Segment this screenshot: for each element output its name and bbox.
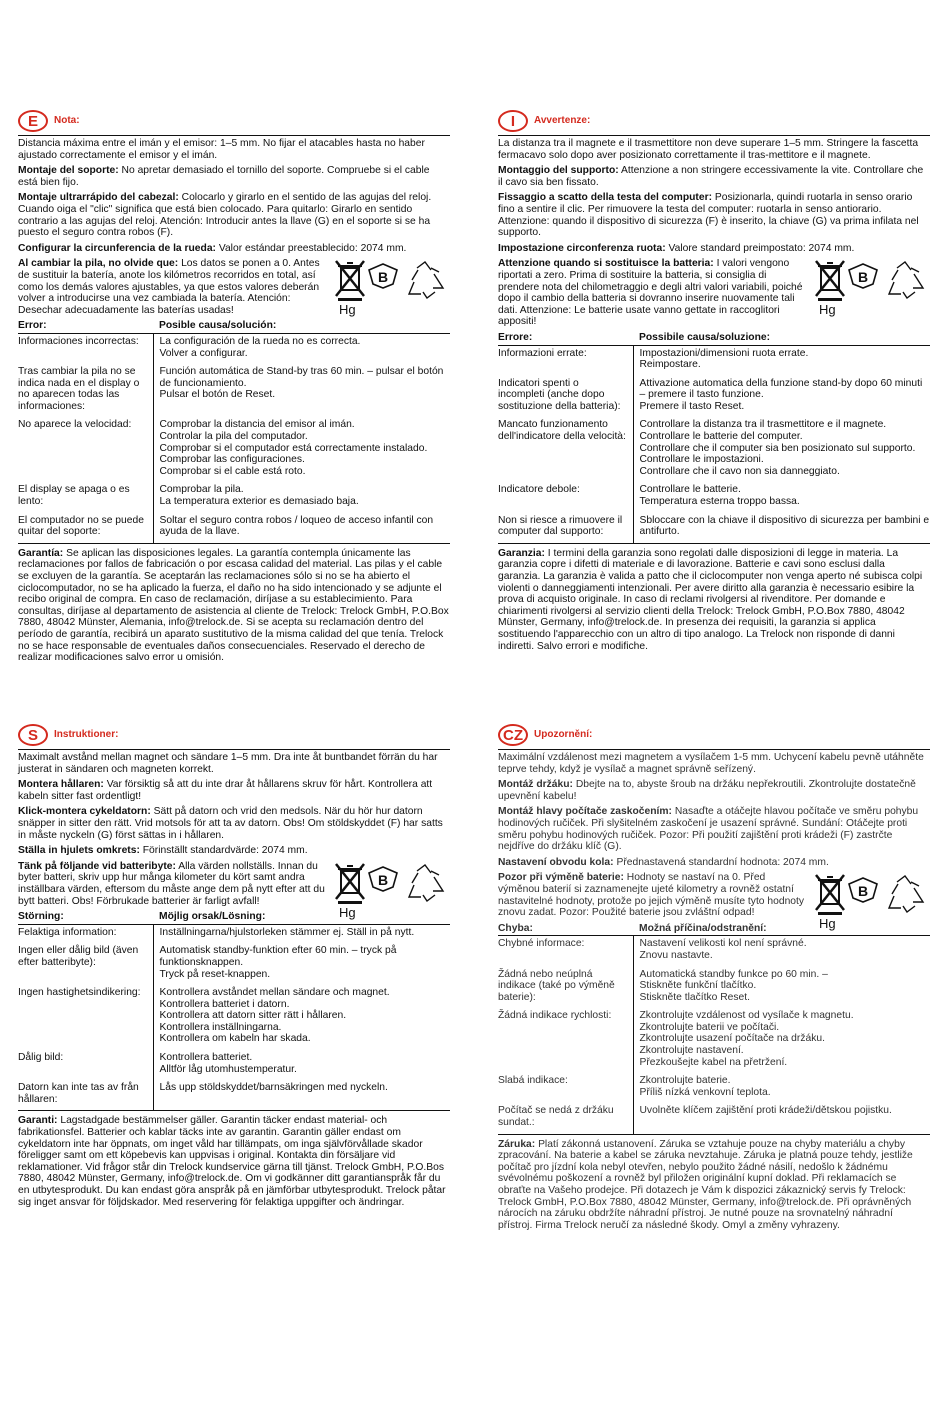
intro-text: Maximální vzdálenost mezi magnetem a vysílačem 1-5 mm. Uchycení kabelu pevně utáhněte teprve tehdy, když je vysílač a magnet správně seřízený. — [498, 752, 924, 775]
solution-cell: Zkontrolujte baterie. Příliš nízká venkovní teplota. — [639, 1075, 771, 1098]
wheel-paragraph: Configurar la circunferencia de la rueda: Valor estándar preestablecido: 2074 mm. — [18, 242, 407, 254]
table-row — [498, 1008, 930, 1073]
warranty-paragraph: Garanti: Lagstadgade bestämmelser gäller. Garantin täcker endast material- och fabrikationsfel. Batterier och kablar täcks inte av garantin. Garantin gäller endast om cykeldatorn inte har öppnats, om inget våld har tillämpats, om inga självförvållade skador föreligger samt om ett köpebevis kan uppvisas i original. Kontakta din försäljare vid reklamationer. Vid frågor står din Trelock kundservice gärna till tjänst. Trelock GmbH, P.O.Bos 7880, 48042 Münster, Germany, info@trelock.de. Om vi godkänner ditt garantianspråk får du en utbytesprodukt. Du kan endast göra anspråk på en jämförbar utbytesprodukt. Trelock påtar sig inget ansvar för följdskador. Med reservering för felaktiga uppgifter och ändringar. — [18, 1115, 446, 1208]
crossed-bin-icon — [816, 261, 844, 301]
warranty-paragraph: Garantía: Se aplican las disposiciones legales. La garantía contempla únicamente las reclamaciones por fallos de fabricación o por escasa calidad del material. Las pilas y el cable se excluyen de la garantía. Se aceptarán las reclamaciones sólo si no se ha abierto el ciclocomputador, no se ha aplicado la fuerza, el daño no ha sido intencionado y se adjunte el recibo original de compra. En caso de reclamación, diríjase a su establecimiento. Para consultas, diríjase al departamento de asistencia al cliente de Trelock: Trelock GmbH, P.O.Box 7880, 48042 Münster, Alemania, info@trelock.de. Si se acepta su reclamación dentro del período de garantía, recibirá un aparato sustitutivo de la misma calidad del que tenía. Trelock no se hace responsable de eventuales daños consecuenciales. Reservado el derecho de realizar modificaciones salvo error u omisión. — [18, 547, 449, 664]
troubleshooting-table — [18, 320, 450, 543]
crossed-bin-icon — [336, 261, 364, 301]
svg-text:B: B — [378, 269, 389, 286]
column-cz — [498, 722, 930, 1231]
solution-cell: Uvolněte klíčem zajištění proti krádeži/dětskou pojistku. — [639, 1105, 892, 1117]
solution-cell: Impostazioni/dimensioni ruota errate. Reimpostare. — [639, 347, 809, 371]
battery-block — [18, 258, 450, 316]
b-mark-icon — [849, 264, 877, 288]
svg-text:B: B — [858, 269, 869, 286]
solution-cell: Sbloccare con la chiave il dispositivo di sicurezza per bambini e antifurto. — [639, 514, 930, 538]
svg-text:B: B — [858, 883, 869, 900]
error-cell: Dålig bild: — [18, 1050, 153, 1080]
wheel-paragraph: Ställa in hjulets omkrets: Förinställt standardvärde: 2074 mm. — [18, 845, 308, 857]
battery-block — [498, 258, 930, 328]
table-divider — [498, 1134, 930, 1135]
table-header-solution: Posible causa/solución: — [153, 320, 450, 333]
table-header-error: Chyba: — [498, 923, 633, 936]
error-cell: Tras cambiar la pila no se indica nada en el display o no aparecen todas las informaciones: — [18, 364, 153, 417]
table-row — [18, 417, 450, 482]
error-cell: El display se apaga o es lento: — [18, 482, 153, 512]
battery-paragraph: Pozor při výměně baterie: Hodnoty se nastaví na 0. Před výměnou baterií si zaznamenejte ujeté kilometry a rovněž ostatní nastavitelné hodnoty, protože po jejich výměně musíte tyto hodnoty znovu zadat. Pozor: Použité baterie jsou zvláštní odpad! — [498, 872, 805, 919]
solution-cell: Nastavení velikosti kol není správné. Znovu nastavte. — [639, 938, 807, 961]
language-badge: CZ — [498, 724, 528, 746]
troubleshooting-table — [498, 332, 930, 543]
hg-label: Hg — [339, 904, 356, 920]
quick-mount-paragraph: Montaje ultrarrápido del cabezal: Colocarlo y girarlo en el sentido de las agujas del reloj. Cuando oiga el "clic" significa que está bien colocado. Para quitarlo: Girarlo en sentido contrario a las agujas del reloj. Atención: Introducir antes la llave (G) en el soporte si se ha puesto el seguro contra robos (F). — [18, 192, 432, 239]
disposal-icons — [815, 258, 930, 318]
language-badge: I — [498, 110, 528, 132]
error-cell: Informazioni errate: — [498, 345, 633, 376]
table-row — [498, 1103, 930, 1133]
solution-cell: Controllare la distanza tra il trasmettitore e il magnete. Controllare le batterie del computer. Controllare che il computer sia ben posizionato sul supporto. Controllare le impostazioni. Controllare che il cavo non sia danneggiato. — [639, 419, 916, 477]
solution-cell: Comprobar la pila. La temperatura exterior es demasiado baja. — [159, 484, 359, 508]
error-cell: Slabá indikace: — [498, 1073, 633, 1103]
error-cell: Ingen eller dålig bild (även efter batteribyte): — [18, 943, 153, 985]
error-cell: Datorn kan inte tas av från hållaren: — [18, 1080, 153, 1110]
mount-paragraph: Montáž držáku: Dbejte na to, abyste šroub na držáku nepřekroutili. Zkontrolujte dostatečně upevnění kabelu! — [498, 779, 916, 802]
mount-paragraph: Montera hållaren: Var försiktig så att du inte drar åt hållarens skruv för hårt. Kontrollera att kabeln sitter fast ordentligt! — [18, 779, 433, 802]
solution-cell: Kontrollera batteriet. Alltför låg utomhustemperatur. — [159, 1052, 297, 1075]
table-row — [498, 417, 930, 482]
intro-text: La distanza tra il magnete e il trasmettitore non deve superare 1–5 mm. Stringere la fascetta fermacavo solo dopo aver posizionato correttamente il tras-mettitore e il magnete. — [498, 138, 919, 161]
recycle-icon — [409, 865, 443, 901]
column-it — [498, 108, 930, 652]
svg-text:B: B — [378, 871, 389, 888]
table-row — [18, 985, 450, 1050]
table-header-solution: Možná příčina/odstranění: — [633, 923, 930, 936]
b-mark-icon — [849, 878, 877, 902]
error-cell: Informaciones incorrectas: — [18, 333, 153, 364]
table-header-error: Störning: — [18, 911, 153, 924]
table-header-solution: Possibile causa/soluzione: — [633, 332, 930, 345]
table-row — [498, 967, 930, 1009]
section-title: Nota: — [54, 115, 80, 127]
recycle-icon — [889, 876, 923, 912]
intro-text: Distancia máxima entre el imán y el emisor: 1–5 mm. No fijar el atacables hasta no haber ajustado correctamente el emisor y el imán. — [18, 138, 425, 161]
section-title: Avvertenze: — [534, 115, 591, 127]
solution-cell: Kontrollera avståndet mellan sändare och magnet. Kontrollera batteriet i datorn. Kontrollera att datorn sitter rätt i hållaren. Kontrollera inställningarna. Kontrollera om kabeln har skada. — [159, 987, 390, 1045]
battery-paragraph: Attenzione quando si sostituisce la batteria: I valori vengono riportati a zero. Prima di sostituire la batteria, si consiglia di prendere nota del chilometraggio e degli altri valori variabili, poiché dopo il cambio della batteria si dovranno inserire nuovamente tali dati. Attenzione: Le batterie usate vanno gettate in raccoglitori appositi! — [498, 258, 803, 328]
section-header — [498, 722, 930, 748]
table-row — [18, 943, 450, 985]
header-divider — [498, 135, 930, 136]
b-mark-icon — [369, 867, 397, 891]
table-header-error: Error: — [18, 320, 153, 333]
battery-paragraph: Tänk på följande vid batteribyte: Alla värden nollställs. Innan du byter batteri, skriv upp hur många kilometer du kört samt andra inställbara värden, eftersom du måste ange dem på nytt efter att du bytt batteri. Obs! Förbrukade batterier är farligt avfall! — [18, 860, 325, 907]
solution-cell: Función automática de Stand-by tras 60 min. – pulsar el botón de funcionamiento. Pulsar el botón de Reset. — [159, 366, 444, 401]
solution-cell: Soltar el seguro contra robos / loqueo de acceso infantil con ayuda de la llave. — [159, 514, 434, 538]
table-row — [498, 513, 930, 543]
recycle-icon — [409, 262, 443, 298]
solution-cell: Automatická standby funkce po 60 min. – Stiskněte funkční tlačítko. Stiskněte tlačítko Reset. — [639, 968, 828, 1003]
table-header-solution: Möjlig orsak/Lösning: — [153, 911, 450, 924]
disposal-icons — [335, 861, 450, 921]
table-row — [498, 345, 930, 376]
mount-paragraph: Montaggio del supporto: Attenzione a non stringere eccessivamente la vite. Controllare che il cavo sia ben fissato. — [498, 165, 924, 188]
table-row — [498, 376, 930, 418]
error-cell: Indicatore debole: — [498, 482, 633, 512]
error-cell: Non si riesce a rimuovere il computer dal supporto: — [498, 513, 633, 543]
recycle-icon — [889, 262, 923, 298]
error-cell: Počítač se nedá z držáku sundat.: — [498, 1103, 633, 1133]
error-cell: Indicatori spenti o incompleti (anche dopo sostituzione della batteria): — [498, 376, 633, 418]
quick-mount-paragraph: Fissaggio a scatto della testa del computer: Posizionarla, quindi ruotarla in senso orario fino a sentire il clic. Per rimuovere la testa del computer: ruotarla in senso antiorario. Attenzione: quando il dispositivo di sicurezza (F) è inserito, la chiave (G) va prima infilata nel supporto. — [498, 192, 919, 239]
hg-label: Hg — [819, 302, 836, 318]
column-es — [18, 108, 450, 664]
table-row — [18, 1080, 450, 1110]
solution-cell: Attivazione automatica della funzione stand-by dopo 60 minuti – premere il tasto funzione. Premere il tasto Reset. — [639, 377, 923, 412]
table-row — [18, 513, 450, 543]
disposal-icons — [815, 872, 930, 932]
error-cell: Žádná nebo neúplná indikace (také po výměně baterie): — [498, 967, 633, 1009]
troubleshooting-table — [498, 923, 930, 1134]
table-row — [498, 936, 930, 967]
section-header — [18, 722, 450, 748]
hg-label: Hg — [819, 916, 836, 932]
section-header — [498, 108, 930, 134]
table-row — [18, 364, 450, 417]
header-divider — [18, 749, 450, 750]
table-row — [18, 1050, 450, 1080]
solution-cell: Inställningarna/hjulstorleken stämmer ej. Ställ in på nytt. — [159, 926, 415, 938]
warranty-paragraph: Záruka: Platí zákonná ustanovení. Záruka se vztahuje pouze na chyby materiálu a chyby zpracování. Na baterie a kabel se záruka nevztahuje. Záruka je platná pouze tehdy, jestliže počítač pro jízdní kola nebyl otevřen, nebylo použito žádné násilí, nedošlo k žádnému svévolnému poškození a rovněž byl přiložen originální kupní doklad. Při reklamacích se obraťte na Vašeho prodejce. Při dotazech je Vám k dispozici zákaznický servis fy Trelock: Trelock GmbH, P.O.Box 7880, 48042 Münster, Germany, info@trelock.de. Při oprávněných nárocích na záruku obdržíte náhradní přístroj. Je nutné pouze na srovnatelný náhradní přístroj. Firma Trelock neručí za následné škody. Omyl a změny vyhrazeny. — [498, 1138, 913, 1231]
header-divider — [498, 749, 930, 750]
error-cell: Chybné informace: — [498, 936, 633, 967]
column-sv — [18, 722, 450, 1208]
table-row — [18, 333, 450, 364]
section-header — [18, 108, 450, 134]
language-badge: E — [18, 110, 48, 132]
solution-cell: Controllare le batterie. Temperatura esterna troppo bassa. — [639, 484, 800, 508]
table-header-error: Errore: — [498, 332, 633, 345]
hg-label: Hg — [339, 302, 356, 318]
solution-cell: Lås upp stöldskyddet/barnsäkringen med nyckeln. — [159, 1082, 388, 1094]
solution-cell: Automatisk standby-funktion efter 60 min. – tryck på funktionsknappen. Tryck på reset-knappen. — [159, 945, 397, 980]
section-title: Upozornění: — [534, 729, 593, 741]
intro-text: Maximalt avstånd mellan magnet och sändare 1–5 mm. Dra inte åt buntbandet förrän du har justerat in sändaren och magneten korrekt. — [18, 752, 438, 775]
table-row — [498, 1073, 930, 1103]
error-cell: No aparece la velocidad: — [18, 417, 153, 482]
troubleshooting-table — [18, 911, 450, 1110]
table-divider — [18, 1110, 450, 1111]
solution-cell: La configuración de la rueda no es correcta. Volver a configurar. — [159, 335, 361, 359]
table-divider — [18, 543, 450, 544]
battery-paragraph: Al cambiar la pila, no olvide que: Los datos se ponen a 0. Antes de sustituir la batería, anote los kilómetros recorridos en total, así como los demás valores ajustables, ya que estos valores deberán volver a introducirse una vez cambiada la batería. Atención: Desechar adecuadamente las baterías usadas! — [18, 258, 320, 316]
error-cell: Žádná indikace rychlosti: — [498, 1008, 633, 1073]
error-cell: Mancato funzionamento dell'indicatore della velocità: — [498, 417, 633, 482]
crossed-bin-icon — [816, 875, 844, 915]
quick-mount-paragraph: Klick-montera cykeldatorn: Sätt på datorn och vrid den medsols. När du hör hur datorn snäpper in sitter den rätt. Vrid motsols för att ta av datorn. Obs! Om stöldskyddet (F) har satts in måste nyckeln (G) först sättas in i hållaren. — [18, 806, 443, 841]
error-cell: El computador no se puede quitar del soporte: — [18, 513, 153, 543]
crossed-bin-icon — [336, 864, 364, 904]
table-row — [18, 924, 450, 943]
table-divider — [498, 543, 930, 544]
section-title: Instruktioner: — [54, 729, 119, 741]
b-mark-icon — [369, 264, 397, 288]
quick-mount-paragraph: Montáž hlavy počítače zaskočením: Nasaďte a otáčejte hlavou počítače ve směru pohybu hodinových ručiček. Při slyšitelném zaskočení je usazení správné. Sundání: Otáčejte proti směru pohybu hodinových ručiček. Pozor: Při použití zajištění proti krádeži (F) zastrčte nejdříve do držáku klíč (G). — [498, 806, 919, 853]
warranty-paragraph: Garanzia: I termini della garanzia sono regolati dalle disposizioni di legge in materia. La garanzia copre i difetti di materiale e di lavorazione. Batterie e cavi sono esclusi dalla garanzia. La garanzia è valida a patto che il ciclocomputer non venga aperto né subisca colpi violenti o danneggiamenti intenzionali. Per avere diritto alla garanzia è necessario esibire la prova di acquisto originale. In caso di reclami rivolgersi al rivenditore. Per domande e chiarimenti rivolgersi al servizio clienti della Trelock: Trelock GmbH, P.O.Box 7880, 48042 Münster, Germany, info@trelock.de. In presenza dei requisiti, la garanzia si applica sostituendo l'apparecchio con un altro di tipo analogo. La Trelock non risponde di danni indiretti. Salvo errori e modifiche. — [498, 547, 923, 652]
table-row — [18, 482, 450, 512]
solution-cell: Comprobar la distancia del emisor al imán. Controlar la pila del computador. Comprobar si el computador está correctamente instalado. Comprobar las configuraciones. Comprobar si el cable está roto. — [159, 419, 428, 477]
language-badge: S — [18, 724, 48, 746]
table-row — [498, 482, 930, 512]
error-cell: Felaktiga information: — [18, 924, 153, 943]
disposal-icons — [335, 258, 450, 318]
wheel-paragraph: Impostazione circonferenza ruota: Valore standard preimpostato: 2074 mm. — [498, 242, 855, 254]
error-cell: Ingen hastighetsindikering: — [18, 985, 153, 1050]
mount-paragraph: Montaje del soporte: No apretar demasiado el tornillo del soporte. Compruebe si el cable está bien fijo. — [18, 165, 430, 188]
solution-cell: Zkontrolujte vzdálenost od vysílače k magnetu. Zkontrolujte baterii ve počítači. Zkontrolujte usazení počítače na držáku. Zkontrolujte nastavení. Přezkoušejte kabel na přetržení. — [639, 1010, 854, 1068]
wheel-paragraph: Nastavení obvodu kola: Přednastavená standardní hodnota: 2074 mm. — [498, 856, 829, 868]
header-divider — [18, 135, 450, 136]
